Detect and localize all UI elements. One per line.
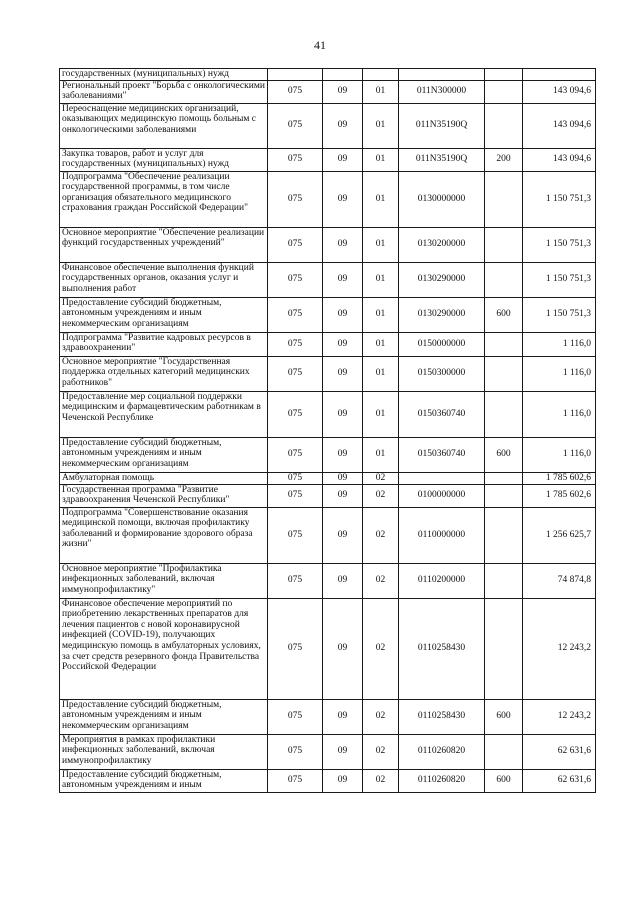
ministry-code-cell: 075 xyxy=(268,80,323,103)
table-row xyxy=(60,148,596,171)
amount-cell: 74 874,8 xyxy=(523,563,596,598)
expense-name-cell: Предоставление субсидий бюджетным, автономным учреждениям и иным некоммерческим организациям xyxy=(60,437,268,472)
table-row xyxy=(60,356,596,391)
ministry-code-cell: 075 xyxy=(268,391,323,437)
section-code-cell: 09 xyxy=(323,507,363,563)
table-row xyxy=(60,734,596,769)
target-article-cell: 0110260820 xyxy=(399,734,485,769)
target-article-cell: 0110000000 xyxy=(399,507,485,563)
ministry-code-cell: 075 xyxy=(268,437,323,472)
subsection-code-cell: 01 xyxy=(363,171,399,227)
expense-name-cell: государственных (муниципальных) нужд xyxy=(60,69,268,81)
amount-cell: 62 631,6 xyxy=(523,769,596,792)
section-code-cell: 09 xyxy=(323,769,363,792)
expense-name-cell: Подпрограмма "Совершенствование оказания медицинской помощи, включая профилактику заболеваний и формирование здорового образа жизни" xyxy=(60,507,268,563)
expense-name-cell: Региональный проект "Борьба с онкологическими заболеваниями" xyxy=(60,80,268,103)
expense-type-cell: 600 xyxy=(485,437,523,472)
table-row xyxy=(60,484,596,507)
subsection-code-cell: 01 xyxy=(363,103,399,148)
ministry-code-cell: 075 xyxy=(268,484,323,507)
subsection-code-cell: 02 xyxy=(363,507,399,563)
expense-name-cell: Основное мероприятие "Обеспечение реализации функций государственных учреждений" xyxy=(60,227,268,262)
expense-type-cell xyxy=(485,227,523,262)
target-article-cell: 0130290000 xyxy=(399,262,485,297)
expense-type-cell xyxy=(485,734,523,769)
section-code-cell: 09 xyxy=(323,472,363,484)
target-article-cell: 0110260820 xyxy=(399,769,485,792)
table-row xyxy=(60,437,596,472)
expense-type-cell xyxy=(485,472,523,484)
expense-type-cell xyxy=(485,80,523,103)
ministry-code-cell: 075 xyxy=(268,103,323,148)
target-article-cell: 011N35190Q xyxy=(399,148,485,171)
expense-type-cell: 600 xyxy=(485,699,523,734)
table-row xyxy=(60,769,596,792)
table-row xyxy=(60,103,596,148)
expense-name-cell: Государственная программа "Развитие здравоохранения Чеченской Республики" xyxy=(60,484,268,507)
table-row xyxy=(60,563,596,598)
section-code-cell: 09 xyxy=(323,80,363,103)
expense-type-cell xyxy=(485,484,523,507)
target-article-cell: 0100000000 xyxy=(399,484,485,507)
section-code-cell: 09 xyxy=(323,171,363,227)
expense-type-cell xyxy=(485,356,523,391)
section-code-cell: 09 xyxy=(323,356,363,391)
ministry-code-cell xyxy=(268,69,323,81)
amount-cell: 12 243,2 xyxy=(523,699,596,734)
amount-cell: 1 116,0 xyxy=(523,391,596,437)
expense-type-cell xyxy=(485,332,523,356)
subsection-code-cell: 01 xyxy=(363,227,399,262)
target-article-cell: 0130290000 xyxy=(399,297,485,332)
table-row xyxy=(60,507,596,563)
ministry-code-cell: 075 xyxy=(268,769,323,792)
subsection-code-cell: 02 xyxy=(363,472,399,484)
expense-name-cell: Амбулаторная помощь xyxy=(60,472,268,484)
expense-type-cell xyxy=(485,171,523,227)
table-row xyxy=(60,472,596,484)
target-article-cell: 0150300000 xyxy=(399,356,485,391)
target-article-cell: 0150360740 xyxy=(399,391,485,437)
ministry-code-cell: 075 xyxy=(268,227,323,262)
expense-type-cell xyxy=(485,598,523,699)
amount-cell: 1 150 751,3 xyxy=(523,262,596,297)
ministry-code-cell: 075 xyxy=(268,598,323,699)
amount-cell: 1 116,0 xyxy=(523,332,596,356)
amount-cell: 1 150 751,3 xyxy=(523,171,596,227)
subsection-code-cell: 02 xyxy=(363,598,399,699)
subsection-code-cell xyxy=(363,69,399,81)
expense-name-cell: Предоставление мер социальной поддержки медицинским и фармацевтическим работникам в Чеченской Республике xyxy=(60,391,268,437)
expense-name-cell: Подпрограмма "Развитие кадровых ресурсов в здравоохранении" xyxy=(60,332,268,356)
expense-name-cell: Мероприятия в рамках профилактики инфекционных заболеваний, включая иммунопрофилактику xyxy=(60,734,268,769)
subsection-code-cell: 02 xyxy=(363,484,399,507)
expense-type-cell xyxy=(485,262,523,297)
target-article-cell xyxy=(399,69,485,81)
section-code-cell xyxy=(323,69,363,81)
ministry-code-cell: 075 xyxy=(268,148,323,171)
section-code-cell: 09 xyxy=(323,103,363,148)
section-code-cell: 09 xyxy=(323,484,363,507)
table-row xyxy=(60,598,596,699)
expense-type-cell: 200 xyxy=(485,148,523,171)
subsection-code-cell: 01 xyxy=(363,356,399,391)
section-code-cell: 09 xyxy=(323,437,363,472)
target-article-cell: 0110258430 xyxy=(399,699,485,734)
table-row xyxy=(60,262,596,297)
ministry-code-cell: 075 xyxy=(268,734,323,769)
expense-type-cell xyxy=(485,69,523,81)
target-article-cell: 0110258430 xyxy=(399,598,485,699)
table-row xyxy=(60,69,596,81)
amount-cell: 143 094,6 xyxy=(523,148,596,171)
section-code-cell: 09 xyxy=(323,148,363,171)
section-code-cell: 09 xyxy=(323,598,363,699)
ministry-code-cell: 075 xyxy=(268,171,323,227)
subsection-code-cell: 01 xyxy=(363,437,399,472)
expense-type-cell: 600 xyxy=(485,769,523,792)
target-article-cell: 0110200000 xyxy=(399,563,485,598)
section-code-cell: 09 xyxy=(323,297,363,332)
amount-cell: 1 116,0 xyxy=(523,437,596,472)
amount-cell: 62 631,6 xyxy=(523,734,596,769)
ministry-code-cell: 075 xyxy=(268,332,323,356)
subsection-code-cell: 01 xyxy=(363,391,399,437)
expense-name-cell: Предоставление субсидий бюджетным, автономным учреждениям и иным некоммерческим организациям xyxy=(60,297,268,332)
table-row xyxy=(60,171,596,227)
expense-name-cell: Финансовое обеспечение выполнения функций государственных органов, оказания услуг и выполнения работ xyxy=(60,262,268,297)
table-row xyxy=(60,227,596,262)
expense-name-cell: Финансовое обеспечение мероприятий по приобретению лекарственных препаратов для лечения пациентов с новой коронавирусной инфекцией (COVID-19), получающих медицинскую помощь в амбулаторных условиях, за счет средств резервного фонда Правительства Российской Федерации xyxy=(60,598,268,699)
target-article-cell xyxy=(399,472,485,484)
target-article-cell: 0150360740 xyxy=(399,437,485,472)
subsection-code-cell: 02 xyxy=(363,769,399,792)
section-code-cell: 09 xyxy=(323,262,363,297)
table-row xyxy=(60,699,596,734)
expense-name-cell: Предоставление субсидий бюджетным, автономным учреждениям и иным xyxy=(60,769,268,792)
table-row xyxy=(60,80,596,103)
amount-cell: 143 094,6 xyxy=(523,103,596,148)
target-article-cell: 011N300000 xyxy=(399,80,485,103)
subsection-code-cell: 02 xyxy=(363,563,399,598)
amount-cell: 143 094,6 xyxy=(523,80,596,103)
amount-cell: 12 243,2 xyxy=(523,598,596,699)
expense-name-cell: Закупка товаров, работ и услуг для государственных (муниципальных) нужд xyxy=(60,148,268,171)
amount-cell: 1 785 602,6 xyxy=(523,472,596,484)
section-code-cell: 09 xyxy=(323,332,363,356)
target-article-cell: 0150000000 xyxy=(399,332,485,356)
amount-cell: 1 150 751,3 xyxy=(523,297,596,332)
ministry-code-cell: 075 xyxy=(268,507,323,563)
section-code-cell: 09 xyxy=(323,227,363,262)
expense-type-cell xyxy=(485,507,523,563)
expense-type-cell xyxy=(485,563,523,598)
table-row xyxy=(60,297,596,332)
expense-type-cell: 600 xyxy=(485,297,523,332)
subsection-code-cell: 01 xyxy=(363,297,399,332)
table-row xyxy=(60,332,596,356)
ministry-code-cell: 075 xyxy=(268,356,323,391)
expense-type-cell xyxy=(485,103,523,148)
budget-table xyxy=(59,68,596,793)
target-article-cell: 011N35190Q xyxy=(399,103,485,148)
subsection-code-cell: 01 xyxy=(363,80,399,103)
expense-type-cell xyxy=(485,391,523,437)
expense-name-cell: Подпрограмма "Обеспечение реализации государственной программы, в том числе организация обязательного медицинского страхования граждан Российской Федерации" xyxy=(60,171,268,227)
expense-name-cell: Переоснащение медицинских организаций, оказывающих медицинскую помощь больным с онкологическими заболеваниями xyxy=(60,103,268,148)
ministry-code-cell: 075 xyxy=(268,472,323,484)
amount-cell: 1 256 625,7 xyxy=(523,507,596,563)
section-code-cell: 09 xyxy=(323,699,363,734)
expense-name-cell: Основное мероприятие "Государственная поддержка отдельных категорий медицинских работников" xyxy=(60,356,268,391)
subsection-code-cell: 01 xyxy=(363,262,399,297)
section-code-cell: 09 xyxy=(323,391,363,437)
table-row xyxy=(60,391,596,437)
ministry-code-cell: 075 xyxy=(268,297,323,332)
expense-name-cell: Основное мероприятие "Профилактика инфекционных заболеваний, включая иммунопрофилактику" xyxy=(60,563,268,598)
target-article-cell: 0130000000 xyxy=(399,171,485,227)
amount-cell xyxy=(523,69,596,81)
ministry-code-cell: 075 xyxy=(268,563,323,598)
amount-cell: 1 785 602,6 xyxy=(523,484,596,507)
expense-name-cell: Предоставление субсидий бюджетным, автономным учреждениям и иным некоммерческим организациям xyxy=(60,699,268,734)
page-number: 41 xyxy=(314,38,326,52)
amount-cell: 1 150 751,3 xyxy=(523,227,596,262)
budget-table-body xyxy=(60,69,596,793)
subsection-code-cell: 01 xyxy=(363,148,399,171)
subsection-code-cell: 01 xyxy=(363,332,399,356)
ministry-code-cell: 075 xyxy=(268,699,323,734)
subsection-code-cell: 02 xyxy=(363,699,399,734)
ministry-code-cell: 075 xyxy=(268,262,323,297)
amount-cell: 1 116,0 xyxy=(523,356,596,391)
section-code-cell: 09 xyxy=(323,563,363,598)
subsection-code-cell: 02 xyxy=(363,734,399,769)
section-code-cell: 09 xyxy=(323,734,363,769)
target-article-cell: 0130200000 xyxy=(399,227,485,262)
